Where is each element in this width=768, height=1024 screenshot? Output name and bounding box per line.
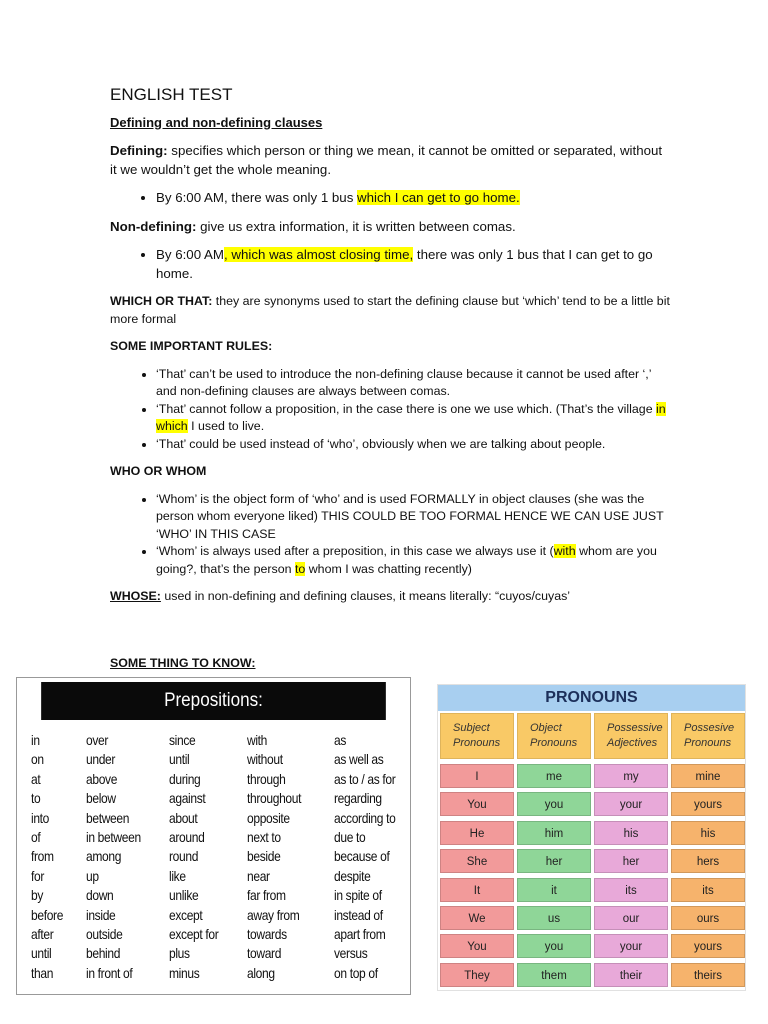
pronoun-cell: me: [517, 764, 591, 788]
defining-text: specifies which person or thing we mean, it cannot be omitted or separated, without it we wouldn’t get the whole meaning.: [110, 143, 663, 177]
preposition-word: by: [31, 887, 44, 904]
pronoun-cell: yours: [671, 934, 745, 958]
pronoun-cell: ours: [671, 906, 745, 930]
pronoun-cell: your: [594, 792, 668, 816]
preposition-word: plus: [169, 945, 190, 962]
preposition-word: near: [247, 867, 270, 884]
pronoun-cell: theirs: [671, 963, 745, 987]
pronoun-cell: you: [517, 792, 591, 816]
preposition-word: apart from: [334, 926, 386, 943]
document-body: [110, 86, 670, 616]
preposition-word: due to: [334, 829, 366, 846]
highlight: , which was almost closing time,: [224, 247, 414, 262]
prepositions-column-2: [86, 731, 150, 983]
rules-list: [110, 366, 670, 454]
highlight: to: [294, 561, 306, 576]
preposition-word: with: [247, 732, 268, 748]
rules-label: SOME IMPORTANT RULES:: [110, 339, 273, 353]
preposition-word: at: [31, 770, 41, 787]
preposition-word: inside: [86, 906, 116, 923]
preposition-word: during: [169, 770, 201, 787]
preposition-word: down: [86, 887, 114, 904]
prepositions-column-3: [169, 731, 226, 983]
rules-heading: [110, 338, 670, 356]
pronoun-cell: They: [440, 963, 514, 987]
preposition-word: outside: [86, 926, 123, 943]
whose-label: WHOSE:: [110, 589, 161, 603]
preposition-word: than: [31, 964, 54, 981]
who-whom-list: [110, 491, 670, 579]
preposition-word: throughout: [247, 790, 302, 807]
whose-text: used in non-defining and defining clauses, it means literally: “cuyos/cuyas’: [160, 589, 571, 603]
rule-text: ‘Whom’ is always used after a preposition, in this case we always use it (: [156, 544, 554, 558]
section-heading: Defining and non-defining clauses: [110, 114, 323, 130]
whose-paragraph: [110, 588, 670, 606]
pronouns-table: [437, 684, 746, 991]
pronoun-cell: You: [440, 792, 514, 816]
non-defining-paragraph: [110, 218, 670, 237]
preposition-word: next to: [247, 829, 281, 846]
preposition-word: far from: [247, 887, 286, 904]
preposition-word: among: [86, 848, 122, 865]
pronoun-column-header: Possesive Pronouns: [671, 713, 745, 759]
pronoun-cell: him: [517, 821, 591, 845]
list-item: [156, 401, 670, 436]
list-item: [156, 189, 670, 208]
preposition-word: in: [31, 732, 40, 748]
preposition-word: from: [31, 848, 54, 865]
preposition-word: through: [247, 770, 286, 787]
preposition-word: except for: [169, 926, 219, 943]
preposition-word: versus: [334, 945, 368, 962]
preposition-word: toward: [247, 945, 282, 962]
pronoun-cell: her: [594, 849, 668, 873]
non-defining-example-list: [110, 246, 670, 283]
pronoun-cell: You: [440, 934, 514, 958]
pronoun-cell: its: [671, 878, 745, 902]
preposition-word: because of: [334, 848, 390, 865]
preposition-word: until: [31, 945, 52, 962]
highlight: which I can get to go home.: [357, 190, 520, 205]
pronoun-cell: We: [440, 906, 514, 930]
pronoun-cell: He: [440, 821, 514, 845]
list-item: • ‘That’ could be used instead of ‘who’, obviously when we are talking about people.: [156, 436, 670, 454]
who-whom-heading: [110, 463, 670, 481]
example-text: By 6:00 AM: [156, 247, 224, 262]
pronoun-cell: hers: [671, 849, 745, 873]
pronoun-cell: his: [671, 821, 745, 845]
preposition-word: under: [86, 751, 116, 768]
preposition-word: round: [169, 848, 199, 865]
preposition-word: in between: [86, 829, 141, 846]
preposition-word: along: [247, 964, 275, 981]
some-thing-to-know-heading: SOME THING TO KNOW:: [110, 656, 256, 670]
highlight: in which: [156, 401, 666, 433]
who-whom-label: WHO OR WHOM: [110, 464, 207, 478]
preposition-word: regarding: [334, 790, 382, 807]
preposition-word: until: [169, 751, 190, 768]
preposition-word: on: [31, 751, 44, 768]
which-or-that-label: WHICH OR THAT:: [110, 294, 213, 308]
defining-example-list: [110, 189, 670, 208]
preposition-word: between: [86, 809, 130, 826]
preposition-word: behind: [86, 945, 121, 962]
list-item: • ‘That’ can’t be used to introduce the non-defining clause because it cannot be used after ‘,’ and non-defining clauses are always between comas.: [156, 366, 670, 401]
non-defining-text: give us extra information, it is written between comas.: [196, 218, 516, 234]
example-text: By 6:00 AM, there was only 1 bus: [156, 190, 358, 205]
list-item: [156, 246, 670, 283]
prepositions-column-1: [31, 731, 68, 983]
preposition-word: about: [169, 809, 198, 826]
defining-paragraph: [110, 142, 670, 179]
preposition-word: without: [247, 751, 283, 768]
preposition-word: according to: [334, 809, 396, 826]
pronoun-cell: your: [594, 934, 668, 958]
page-title: ENGLISH TEST: [110, 85, 233, 104]
preposition-word: beside: [247, 848, 281, 865]
rule-text: ‘That’ cannot follow a proposition, in the case there is one we use which. (That’s the village: [156, 401, 657, 416]
preposition-word: below: [86, 790, 116, 807]
preposition-word: unlike: [169, 887, 199, 904]
preposition-word: away from: [247, 906, 300, 923]
pronoun-cell: our: [594, 906, 668, 930]
pronoun-cell: their: [594, 963, 668, 987]
pronouns-title: PRONOUNS: [438, 685, 745, 711]
preposition-word: on top of: [334, 964, 378, 981]
preposition-word: after: [31, 926, 54, 943]
rule-text: whom I was chatting recently): [305, 561, 472, 576]
preposition-word: around: [169, 829, 205, 846]
non-defining-label: Non-defining:: [110, 218, 197, 234]
pronoun-cell: them: [517, 963, 591, 987]
which-or-that-text: they are synonyms used to start the defining clause but ‘which’ tend to be a little bit more formal: [110, 294, 670, 326]
prepositions-title: Prepositions:: [41, 682, 386, 720]
preposition-word: instead of: [334, 906, 383, 923]
preposition-word: minus: [169, 964, 200, 981]
preposition-word: in front of: [86, 964, 133, 981]
pronoun-cell: yours: [671, 792, 745, 816]
preposition-word: into: [31, 809, 50, 826]
preposition-word: since: [169, 732, 196, 748]
preposition-word: as well as: [334, 751, 384, 768]
pronoun-cell: his: [594, 821, 668, 845]
pronoun-cell: She: [440, 849, 514, 873]
example-text: there was only 1 bus that I can get to go home.: [156, 247, 653, 281]
preposition-word: despite: [334, 867, 371, 884]
preposition-word: above: [86, 770, 118, 787]
preposition-word: like: [169, 867, 186, 884]
rule-text: whom are you going?, that’s the person: [156, 544, 657, 576]
preposition-word: opposite: [247, 809, 290, 826]
pronoun-cell: mine: [671, 764, 745, 788]
pronoun-cell: you: [517, 934, 591, 958]
preposition-word: against: [169, 790, 206, 807]
pronoun-cell: It: [440, 878, 514, 902]
preposition-word: in spite of: [334, 887, 382, 904]
preposition-word: over: [86, 732, 109, 748]
list-item: [156, 543, 670, 578]
preposition-word: to: [31, 790, 41, 807]
preposition-word: for: [31, 867, 45, 884]
preposition-word: as: [334, 732, 347, 748]
prepositions-column-4: [247, 731, 310, 983]
pronoun-cell: its: [594, 878, 668, 902]
prepositions-table: [16, 677, 411, 995]
preposition-word: before: [31, 906, 64, 923]
highlight: with: [553, 544, 576, 558]
preposition-word: up: [86, 867, 99, 884]
pronoun-cell: us: [517, 906, 591, 930]
which-or-that-paragraph: [110, 293, 670, 328]
preposition-word: of: [31, 829, 41, 846]
prepositions-column-5: [334, 731, 405, 983]
pronoun-column-header: Possessive Adjectives: [594, 713, 668, 759]
pronoun-cell: I: [440, 764, 514, 788]
list-item: • ‘Whom’ is the object form of ‘who’ and is used FORMALLY in object clauses (she was the person whom everyone liked) THIS COULD BE TOO FORMAL HENCE WE CAN USE JUST ‘WHO’ IN THIS CASE: [156, 491, 670, 544]
pronoun-cell: her: [517, 849, 591, 873]
preposition-word: except: [169, 906, 203, 923]
rule-text: I used to live.: [187, 419, 265, 433]
pronoun-cell: it: [517, 878, 591, 902]
pronoun-cell: my: [594, 764, 668, 788]
defining-label: Defining:: [110, 143, 168, 158]
pronoun-column-header: Subject Pronouns: [440, 713, 514, 759]
pronoun-column-header: Object Pronouns: [517, 713, 591, 759]
preposition-word: towards: [247, 926, 287, 943]
preposition-word: as to / as for: [334, 770, 396, 787]
